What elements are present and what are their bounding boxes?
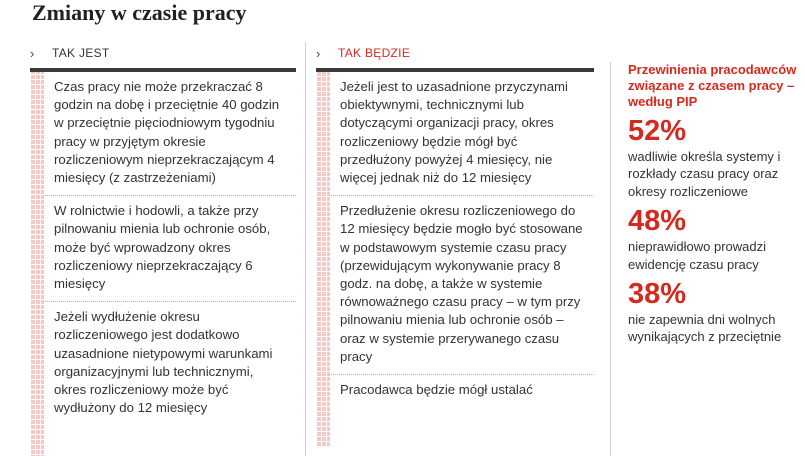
stat-description: nie zapewnia dni wolnych wynikających z przeciętnie (628, 312, 782, 345)
stat-item (610, 114, 800, 200)
page-title: Zmiany w czasie pracy (32, 0, 247, 25)
decorative-stripe (316, 72, 330, 447)
text-block: W rolnictwie i hodowli, a także przy pilnowaniu mienia lub ochronie osób, może być wprowadzony okres rozliczeniowy nieprzekraczający 6 miesięcy (30, 196, 296, 302)
column-tak-jest (30, 42, 296, 425)
text-block: Czas pracy nie może przekraczać 8 godzin na dobę i przeciętnie 40 godzin w przeciętnie pięciodniowym tygodniu pracy w przyjętym okresie rozliczeniowym nieprzekraczającym 4 miesięcy (z zastrzeżeniami) (30, 72, 296, 196)
chevron-right-icon: › (30, 45, 35, 61)
column-tak-bedzie (316, 42, 594, 407)
text-block: Jeżeli wydłużenie okresu rozliczeniowego jest dodatkowo uzasadnione nietypowymi warunkami organizacyjnymi lub technicznymi, okres rozliczeniowy może być wydłużony do 12 miesięcy (54, 309, 273, 416)
column-body (30, 72, 296, 425)
text-block: Pracodawca będzie mógł ustalać (340, 382, 533, 398)
stat-item (610, 204, 800, 273)
text-block: Przedłużenie okresu rozliczeniowego do 12 miesięcy będzie mogło być stosowane w podstawowym systemie czasu pracy (przewidującym wykonywanie pracy 8 godz. na dobę, a także w systemie równoważnego czasu pracy – w tym przy pilnowaniu mienia lub ochronie osób – oraz w systemie przerywanego czasu pracy (316, 196, 594, 375)
stat-item (610, 277, 800, 346)
decorative-stripe (30, 72, 44, 456)
chevron-right-icon: › (316, 45, 321, 61)
stats-sidebar (610, 62, 800, 346)
column-header (316, 42, 594, 64)
sidebar-title: Przewinienia pracodawców związane z czasem pracy – według PIP (628, 62, 797, 109)
text-block: Jeżeli jest to uzasadnione przyczynami obiektywnymi, technicznymi lub dotyczącymi organizacji pracy, okres rozliczeniowy będzie mógł być przedłużony powyżej 4 miesięcy, nie więcej jednak niż do 12 miesięcy (316, 72, 594, 196)
column-header (30, 42, 296, 64)
stat-value: 48% (628, 205, 687, 238)
column-header-label: TAK BĘDZIE (338, 46, 411, 60)
column-body (316, 72, 594, 407)
stat-description: wadliwie określa systemy i rozkłady czasu pracy oraz okresy rozliczeniowe (628, 149, 781, 199)
stat-value: 52% (628, 115, 687, 147)
stat-value: 38% (628, 278, 687, 311)
stat-description: nieprawidłowo prowadzi ewidencję czasu pracy (628, 239, 767, 272)
column-header-label: TAK JEST (52, 46, 110, 60)
column-divider (305, 42, 306, 456)
